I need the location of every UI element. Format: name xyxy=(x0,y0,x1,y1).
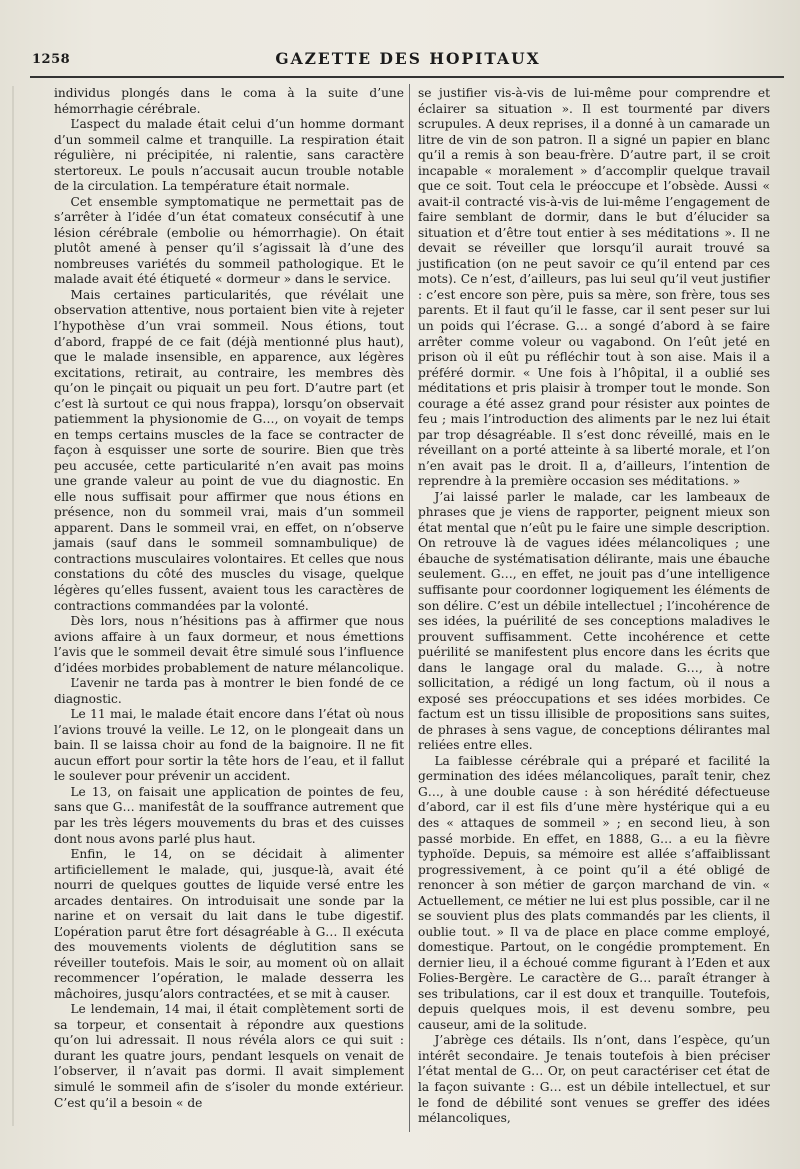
column-divider xyxy=(409,84,410,1132)
paragraph: J’abrège ces détails. Ils n’ont, dans l’espèce, qu’un intérêt secondaire. Je tenais toutefois à bien préciser l’état mental de G… Or, on peut caractériser cet état de la façon suivante : G… est un débile intellectuel, et sur le fond de débilité sont venues se greffer des idées mélancoliques, xyxy=(418,1033,770,1126)
left-column xyxy=(54,86,404,1111)
paragraph: L’avenir ne tarda pas à montrer le bien fondé de ce diagnostic. xyxy=(54,676,404,706)
paragraph: Enfin, le 14, on se décidait à alimenter artificiellement le malade, qui, jusque-là, avait été nourri de quelques gouttes de liquide versé entre les arcades dentaires. On introduisait une sonde par la narine et on versait du lait dans le tube digestif. L’opération parut être fort désagréable à G… Il exécuta des mouvements violents de déglutition sans se réveiller toutefois. Mais le soir, au moment où on allait recommencer l’opération, le malade desserra les mâchoires, jusqu’alors contractées, et se mit à causer. xyxy=(54,847,404,1001)
right-column xyxy=(418,86,770,1127)
journal-title: GAZETTE DES HOPITAUX xyxy=(275,49,541,68)
paragraph: Cet ensemble symptomatique ne permettait pas de s’arrêter à l’idée d’un état comateux consécutif à une lésion cérébrale (embolie ou hémorrhagie). On était plutôt amené à penser qu’il s’agissait là d’une des nombreuses variétés du sommeil pathologique. Et le malade avait été étiqueté « dormeur » dans le service. xyxy=(54,194,404,287)
binding-shadow xyxy=(12,86,14,1126)
paragraph: L’aspect du malade était celui d’un homme dormant d’un sommeil calme et tranquille. La respiration était régulière, ni précipitée, ni ralentie, sans caractère stertoreux. Le pouls n’accusait aucun trouble notable de la circulation. La température était normale. xyxy=(54,117,404,194)
paragraph: La faiblesse cérébrale qui a préparé et facilité la germination des idées mélancoliques, paraît tenir, chez G…, à une double cause : à son hérédité défectueuse d’abord, car il est fils d’une mère hystérique qui a eu des « attaques de sommeil » ; en second lieu, à son passé morbide. En effet, en 1888, G… a eu la fièvre typhoïde. Depuis, sa mémoire est allée s’affaiblissant progressivement, à ce point qu’il a été obligé de renoncer à son métier de garçon marchand de vin. « Actuellement, ce métier ne lui est plus possible, car il ne se souvient plus des plats commandés par les clients, il oublie tout. » Il va de place en place comme employé, domestique. Partout, on le congédie promptement. En dernier lieu, il a échoué comme figurant à l’Eden et aux Folies-Bergère. Le caractère de G… paraît étranger à ses tribulations, car il est doux et tranquille. Toutefois, depuis quelques mois, il est devenu sombre, peu causeur, ami de la solitude. xyxy=(418,753,770,1032)
page-header xyxy=(32,46,784,72)
paragraph: Le lendemain, 14 mai, il était complètement sorti de sa torpeur, et consentait à répondre aux questions qu’on lui adressait. Il nous révéla alors ce qui suit : durant les quatre jours, pendant lesquels on venait de l’observer, il n’avait pas dormi. Il avait simplement simulé le sommeil afin de s’isoler du monde extérieur. C’est qu’il a besoin « de xyxy=(54,1002,404,1110)
paragraph: Dès lors, nous n’hésitions pas à affirmer que nous avions affaire à un faux dormeur, et nous émettions l’avis que le sommeil devait être simulé sous l’influence d’idées morbides probablement de nature mélancolique. xyxy=(54,614,404,675)
paragraph: J’ai laissé parler le malade, car les lambeaux de phrases que je viens de rapporter, peignent mieux son état mental que n’eût pu le faire une simple description. On retrouve là de vagues idées mélancoliques ; une ébauche de systématisation délirante, mais une ébauche seulement. G…, en effet, ne jouit pas d’une intelligence suffisante pour coordonner logiquement les éléments de son délire. C’est un débile intellectuel ; l’incohérence de ses idées, la puérilité de ses conceptions maladives le prouvent suffisamment. Cette incohérence et cette puérilité se manifestent plus encore dans les écrits que dans le langage oral du malade. G…, à notre sollicitation, a rédigé un long factum, où il nous a exposé ses préoccupations et ses idées morbides. Ce factum est un tissu illisible de propositions sans suites, de phrases à sens vague, de conceptions délirantes mal reliées entre elles. xyxy=(418,489,770,753)
paragraph: Le 13, on faisait une application de pointes de feu, sans que G… manifestât de la souffrance autrement que par les très légers mouvements du bras et des cuisses dont nous avons parlé plus haut. xyxy=(54,784,404,846)
paragraph: Mais certaines particularités, que révélait une observation attentive, nous portaient bien vite à rejeter l’hypothèse d’un vrai sommeil. Nous étions, tout d’abord, frappé de ce fait (déjà mentionné plus haut), que le malade insensible, en apparence, aux légères excitations, retirait, au contraire, les membres dès qu’on le pinçait ou piquait un peu fort. D’autre part (et c’est là surtout ce qui nous frappa), lorsqu’on observait patiemment la physionomie de G…, on voyait de temps en temps certains muscles de la face se contracter de façon à esquisser une sorte de sourire. Bien que très peu accusée, cette particularité n’en avait pas moins une grande valeur au point de vue du diagnostic. En elle nous suffisait pour affirmer que nous étions en présence, non du sommeil vrai, mais d’un sommeil apparent. Dans le sommeil vrai, en effet, on n’observe jamais (sauf dans le sommeil somnambulique) de contractions musculaires volontaires. Et celles que nous constations du côté des muscles du visage, quelque légères qu’elles fussent, avaient tous les caractères de contractions commandées par la volonté. xyxy=(54,287,404,613)
paragraph: Le 11 mai, le malade était encore dans l’état où nous l’avions trouvé la veille. Le 12, on le plongeait dans un bain. Il se laissa choir au fond de la baignoire. Il ne fit aucun effort pour sortir la tête hors de l’eau, et il fallut le soulever pour prévenir un accident. xyxy=(54,707,404,784)
header-rule xyxy=(30,76,784,78)
page-number: 1258 xyxy=(32,52,71,67)
paragraph: se justifier vis-à-vis de lui-même pour comprendre et éclairer sa situation ». Il est tourmenté par divers scrupules. A deux reprises, il a donné à un camarade un litre de vin de son patron. Il a signé un papier en blanc qu’il a remis à son beau-frère. D’autre part, il se croit incapable « moralement » d’accomplir quelque travail que ce soit. Tout cela le préoccupe et l’obsède. Aussi « avait-il contracté vis-à-vis de lui-même l’engagement de faire semblant de dormir, dans le but d’élucider sa situation et d’être tout entier à ses méditations ». Il ne devait se réveiller que lorsqu’il aurait trouvé sa justification (on ne peut savoir ce qu’il entend par ces mots). Ce n’est, d’ailleurs, pas lui seul qu’il veut justifier : c’est encore son père, puis sa mère, son frère, tous ses parents. Et il faut qu’il le fasse, car il sent peser sur lui un poids qui l’écrase. G… a songé d’abord à se faire arrêter comme voleur ou vagabond. On l’eût jeté en prison où il eût pu réfléchir tout à son aise. Mais il a préféré dormir. « Une fois à l’hôpital, il a oublié ses méditations et pris plaisir à tromper tout le monde. Son courage a été assez grand pour résister aux pointes de feu ; mais l’introduction des aliments par le nez lui était par trop désagréable. Il s’est donc réveillé, mais en le réveillant on a porté atteinte à sa liberté morale, et l’on n’en avait pas le droit. Il a, d’ailleurs, l’intention de reprendre à la première occasion ses méditations. » xyxy=(418,86,770,489)
paragraph: individus plongés dans le coma à la suite d’une hémorrhagie cérébrale. xyxy=(54,86,404,116)
